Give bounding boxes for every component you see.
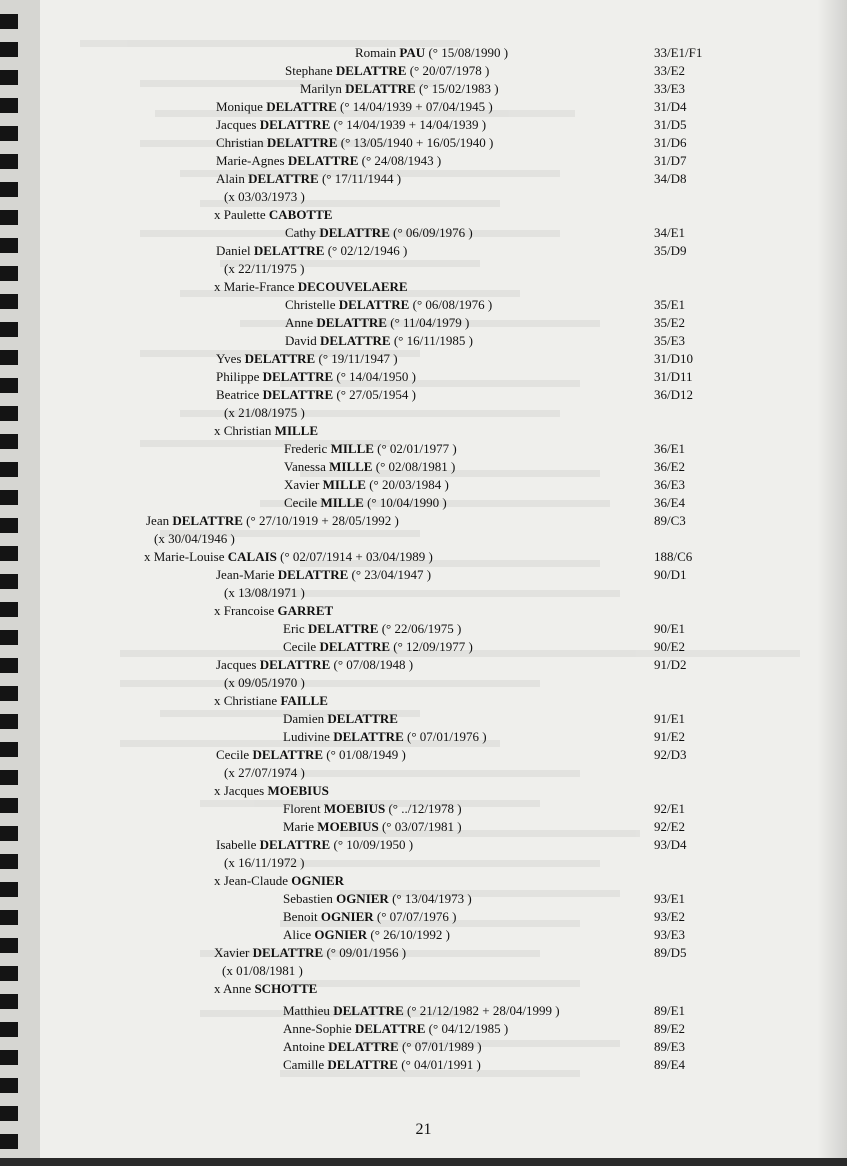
genealogy-entry <box>216 152 441 170</box>
given-name: Yves <box>216 351 245 366</box>
life-dates: (° 12/09/1977 ) <box>390 639 473 654</box>
given-name: Anne <box>285 315 317 330</box>
surname: DELATTRE <box>252 747 324 762</box>
surname: GARRET <box>277 603 334 618</box>
surname: DELATTRE <box>327 1057 398 1072</box>
given-name: Cecile <box>216 747 253 762</box>
binding-hole <box>0 378 18 393</box>
generation-reference: 35/E2 <box>654 315 686 330</box>
given-name: Marilyn <box>300 81 346 96</box>
life-dates: (° 15/02/1983 ) <box>415 81 499 96</box>
generation-reference: 89/D5 <box>654 945 687 960</box>
generation-reference: 92/E2 <box>654 819 686 834</box>
binding-hole <box>0 42 18 57</box>
genealogy-entry <box>224 764 305 782</box>
given-name: Damien <box>283 711 328 726</box>
given-name: Benoit <box>283 909 321 924</box>
genealogy-entry <box>216 656 413 674</box>
generation-reference: 89/E4 <box>654 1057 686 1072</box>
given-name: x Marie-Louise <box>144 549 228 564</box>
binding-hole <box>0 238 18 253</box>
genealogy-entry <box>283 620 461 638</box>
binding-hole <box>0 1106 18 1121</box>
surname: DELATTRE <box>172 513 243 528</box>
genealogy-entry <box>216 386 416 404</box>
binding-hole <box>0 966 18 981</box>
life-dates: (° 04/01/1991 ) <box>397 1057 481 1072</box>
life-dates: (° 02/07/1914 + 03/04/1989 ) <box>276 549 433 564</box>
genealogy-entry <box>214 422 318 440</box>
given-name: (x 30/04/1946 ) <box>154 531 235 546</box>
generation-reference: 92/D3 <box>654 747 687 762</box>
genealogy-entry <box>283 1056 481 1074</box>
binding-hole <box>0 154 18 169</box>
genealogy-entry <box>214 206 332 224</box>
binding-hole <box>0 574 18 589</box>
binding-hole <box>0 266 18 281</box>
life-dates: (° 20/07/1978 ) <box>406 63 490 78</box>
spiral-binding <box>0 0 40 1166</box>
generation-reference: 31/D6 <box>654 135 687 150</box>
binding-hole <box>0 910 18 925</box>
generation-reference: 36/E3 <box>654 477 686 492</box>
surname: DELATTRE <box>335 63 407 78</box>
binding-hole <box>0 98 18 113</box>
genealogy-entry <box>224 584 305 602</box>
given-name: Eric <box>283 621 308 636</box>
surname: DELATTRE <box>354 1021 426 1036</box>
life-dates: (° 09/01/1956 ) <box>323 945 407 960</box>
surname: DELATTRE <box>266 99 337 114</box>
given-name: Christelle <box>285 297 339 312</box>
generation-reference: 93/E2 <box>654 909 686 924</box>
binding-hole <box>0 462 18 477</box>
given-name: Cecile <box>283 639 320 654</box>
genealogy-entry <box>214 872 344 890</box>
generation-reference: 36/E1 <box>654 441 686 456</box>
generation-reference: 93/D4 <box>654 837 687 852</box>
surname: OGNIER <box>320 909 374 924</box>
life-dates: (° ../12/1978 ) <box>385 801 462 816</box>
given-name: (x 01/08/1981 ) <box>222 963 303 978</box>
generation-reference: 33/E3 <box>654 81 686 96</box>
binding-hole <box>0 518 18 533</box>
given-name: Daniel <box>216 243 254 258</box>
life-dates: (° 13/04/1973 ) <box>388 891 472 906</box>
genealogy-entry <box>216 368 416 386</box>
life-dates: (° 01/08/1949 ) <box>323 747 406 762</box>
life-dates: (° 07/01/1976 ) <box>403 729 487 744</box>
genealogy-entry <box>216 746 406 764</box>
generation-reference: 188/C6 <box>654 549 693 564</box>
given-name: Anne-Sophie <box>283 1021 355 1036</box>
given-name: Camille <box>283 1057 328 1072</box>
generation-reference: 93/E3 <box>654 927 686 942</box>
given-name: Vanessa <box>284 459 330 474</box>
bleed-through-line <box>120 680 540 687</box>
given-name: (x 13/08/1971 ) <box>224 585 305 600</box>
surname: DELATTRE <box>277 567 349 582</box>
genealogy-entry <box>284 476 449 494</box>
genealogy-entry <box>216 170 401 188</box>
life-dates: (° 10/09/1950 ) <box>330 837 414 852</box>
given-name: Cecile <box>284 495 321 510</box>
life-dates: (° 06/08/1976 ) <box>409 297 493 312</box>
life-dates: (° 13/05/1940 + 16/05/1940 ) <box>337 135 494 150</box>
generation-reference: 90/E2 <box>654 639 686 654</box>
life-dates: (° 26/10/1992 ) <box>367 927 450 942</box>
generation-reference: 34/E1 <box>654 225 686 240</box>
genealogy-entry <box>214 692 328 710</box>
binding-hole <box>0 854 18 869</box>
surname: OGNIER <box>291 873 344 888</box>
genealogy-entry <box>224 188 305 206</box>
binding-hole <box>0 1050 18 1065</box>
surname: MILLE <box>320 495 364 510</box>
surname: DELATTRE <box>259 117 331 132</box>
generation-reference: 92/E1 <box>654 801 686 816</box>
life-dates: (° 07/07/1976 ) <box>373 909 457 924</box>
given-name: x Anne <box>214 981 255 996</box>
given-name: Frederic <box>284 441 331 456</box>
binding-hole <box>0 70 18 85</box>
page-bottom-edge <box>0 1158 847 1166</box>
given-name: Alain <box>216 171 249 186</box>
genealogy-entry <box>285 296 492 314</box>
surname: DELATTRE <box>333 729 404 744</box>
binding-hole <box>0 714 18 729</box>
generation-reference: 35/E1 <box>654 297 686 312</box>
given-name: Stephane <box>285 63 336 78</box>
given-name: Isabelle <box>216 837 260 852</box>
generation-reference: 36/E2 <box>654 459 686 474</box>
surname: DELATTRE <box>319 639 391 654</box>
binding-hole <box>0 126 18 141</box>
given-name: x Jacques <box>214 783 268 798</box>
given-name: Antoine <box>283 1039 329 1054</box>
genealogy-entry <box>284 440 457 458</box>
life-dates: (° 27/05/1954 ) <box>333 387 416 402</box>
surname: DELATTRE <box>287 153 359 168</box>
genealogy-entry <box>224 404 305 422</box>
bleed-through-line <box>280 770 580 777</box>
generation-reference: 91/E2 <box>654 729 686 744</box>
binding-hole <box>0 770 18 785</box>
genealogy-entry <box>283 908 457 926</box>
surname: DELATTRE <box>333 1003 404 1018</box>
surname: DELATTRE <box>244 351 316 366</box>
surname: MILLE <box>329 459 373 474</box>
genealogy-entry <box>216 134 493 152</box>
binding-hole <box>0 686 18 701</box>
genealogy-entry <box>144 548 433 566</box>
binding-hole <box>0 294 18 309</box>
given-name: (x 21/08/1975 ) <box>224 405 305 420</box>
binding-hole <box>0 826 18 841</box>
surname: DELATTRE <box>320 333 391 348</box>
genealogy-entry <box>216 242 407 260</box>
given-name: Jacques <box>216 657 260 672</box>
life-dates: (° 03/07/1981 ) <box>378 819 462 834</box>
surname: DELATTRE <box>252 945 324 960</box>
genealogy-entry <box>146 512 399 530</box>
surname: DELATTRE <box>307 621 379 636</box>
surname: CABOTTE <box>268 207 333 222</box>
binding-hole <box>0 1022 18 1037</box>
binding-hole <box>0 546 18 561</box>
genealogy-entry <box>283 1020 508 1038</box>
surname: OGNIER <box>336 891 389 906</box>
binding-hole <box>0 798 18 813</box>
bleed-through-line <box>280 860 600 867</box>
generation-reference: 91/D2 <box>654 657 687 672</box>
given-name: x Francoise <box>214 603 278 618</box>
surname: PAU <box>399 45 426 60</box>
life-dates: (° 14/04/1939 + 14/04/1939 ) <box>330 117 487 132</box>
given-name: Ludivine <box>283 729 334 744</box>
life-dates: (° 23/04/1947 ) <box>348 567 432 582</box>
genealogy-entry <box>154 530 235 548</box>
life-dates: (° 17/11/1944 ) <box>318 171 402 186</box>
generation-reference: 89/E3 <box>654 1039 686 1054</box>
genealogy-entry <box>283 638 473 656</box>
surname: DELATTRE <box>262 369 334 384</box>
life-dates: (° 02/08/1981 ) <box>372 459 456 474</box>
genealogy-entry <box>224 260 304 278</box>
genealogy-entry <box>214 782 329 800</box>
given-name: Xavier <box>284 477 323 492</box>
generation-reference: 31/D7 <box>654 153 687 168</box>
given-name: Matthieu <box>283 1003 334 1018</box>
life-dates: (° 02/01/1977 ) <box>373 441 457 456</box>
genealogy-entry <box>285 314 469 332</box>
surname: DELATTRE <box>248 171 319 186</box>
genealogy-entry <box>285 332 473 350</box>
life-dates: (° 14/04/1939 + 07/04/1945 ) <box>336 99 493 114</box>
binding-hole <box>0 994 18 1009</box>
given-name: Monique <box>216 99 267 114</box>
life-dates: (° 14/04/1950 ) <box>333 369 416 384</box>
surname: MOEBIUS <box>267 783 329 798</box>
surname: OGNIER <box>314 927 368 942</box>
life-dates: (° 20/03/1984 ) <box>365 477 449 492</box>
surname: DELATTRE <box>345 81 416 96</box>
binding-hole <box>0 602 18 617</box>
binding-hole <box>0 938 18 953</box>
genealogy-entry <box>283 800 462 818</box>
surname: MILLE <box>322 477 366 492</box>
life-dates: (° 07/08/1948 ) <box>330 657 414 672</box>
given-name: Florent <box>283 801 324 816</box>
surname: DELATTRE <box>338 297 410 312</box>
surname: DELATTRE <box>266 135 338 150</box>
generation-reference: 90/D1 <box>654 567 687 582</box>
given-name: x Marie-France <box>214 279 298 294</box>
given-name: (x 16/11/1972 ) <box>224 855 305 870</box>
generation-reference: 89/E1 <box>654 1003 686 1018</box>
given-name: Philippe <box>216 369 263 384</box>
life-dates: (° 19/11/1947 ) <box>315 351 398 366</box>
life-dates: (° 02/12/1946 ) <box>324 243 408 258</box>
surname: DECOUVELAERE <box>297 279 408 294</box>
genealogy-entry <box>283 710 398 728</box>
genealogy-entry <box>216 836 413 854</box>
genealogy-entry <box>283 890 472 908</box>
given-name: Sebastien <box>283 891 337 906</box>
surname: DELATTRE <box>259 837 331 852</box>
genealogy-entry <box>283 1002 560 1020</box>
generation-reference: 31/D11 <box>654 369 693 384</box>
binding-hole <box>0 406 18 421</box>
genealogy-entry <box>214 980 317 998</box>
genealogy-entry <box>284 494 447 512</box>
given-name: (x 09/05/1970 ) <box>224 675 305 690</box>
given-name: x Christiane <box>214 693 281 708</box>
bleed-through-line <box>280 980 580 987</box>
given-name: Alice <box>283 927 315 942</box>
generation-reference: 90/E1 <box>654 621 686 636</box>
surname: MILLE <box>274 423 319 438</box>
genealogy-entry <box>214 944 406 962</box>
binding-hole <box>0 1078 18 1093</box>
given-name: Marie-Agnes <box>216 153 288 168</box>
surname: DELATTRE <box>259 657 331 672</box>
page-edge-shadow <box>817 0 847 1166</box>
given-name: (x 03/03/1973 ) <box>224 189 305 204</box>
generation-reference: 93/E1 <box>654 891 686 906</box>
given-name: Jean <box>146 513 173 528</box>
life-dates: (° 16/11/1985 ) <box>390 333 473 348</box>
binding-hole <box>0 630 18 645</box>
binding-hole <box>0 434 18 449</box>
binding-hole <box>0 350 18 365</box>
generation-reference: 91/E1 <box>654 711 686 726</box>
life-dates: (° 11/04/1979 ) <box>386 315 470 330</box>
generation-reference: 31/D5 <box>654 117 687 132</box>
life-dates: (° 27/10/1919 + 28/05/1992 ) <box>242 513 399 528</box>
binding-hole <box>0 322 18 337</box>
surname: CALAIS <box>227 549 277 564</box>
genealogy-entry <box>283 818 462 836</box>
surname: DELATTRE <box>253 243 325 258</box>
given-name: Jacques <box>216 117 260 132</box>
genealogy-entry <box>224 674 305 692</box>
genealogy-entry <box>283 1038 482 1056</box>
generation-reference: 89/E2 <box>654 1021 686 1036</box>
life-dates: (° 21/12/1982 + 28/04/1999 ) <box>403 1003 560 1018</box>
life-dates: (° 07/01/1989 ) <box>398 1039 482 1054</box>
surname: DELATTRE <box>328 1039 399 1054</box>
surname: MOEBIUS <box>323 801 386 816</box>
given-name: (x 27/07/1974 ) <box>224 765 305 780</box>
genealogy-entry <box>355 44 508 62</box>
given-name: Romain <box>355 45 400 60</box>
binding-hole <box>0 490 18 505</box>
given-name: x Paulette <box>214 207 269 222</box>
given-name: Cathy <box>285 225 320 240</box>
generation-reference: 31/D4 <box>654 99 687 114</box>
genealogy-entry <box>285 224 473 242</box>
genealogy-entry <box>283 926 450 944</box>
genealogy-entry <box>300 80 499 98</box>
surname: SCHOTTE <box>254 981 318 996</box>
genealogy-entry <box>216 566 431 584</box>
given-name: (x 22/11/1975 ) <box>224 261 305 276</box>
life-dates: (° 06/09/1976 ) <box>389 225 473 240</box>
binding-hole <box>0 210 18 225</box>
surname: MILLE <box>330 441 374 456</box>
binding-hole <box>0 14 18 29</box>
generation-reference: 36/D12 <box>654 387 693 402</box>
given-name: x Christian <box>214 423 275 438</box>
genealogy-entry <box>224 854 304 872</box>
generation-reference: 36/E4 <box>654 495 686 510</box>
surname: DELATTRE <box>262 387 334 402</box>
given-name: Jean-Marie <box>216 567 278 582</box>
given-name: Marie <box>283 819 318 834</box>
given-name: Beatrice <box>216 387 263 402</box>
genealogy-entry <box>214 278 408 296</box>
surname: DELATTRE <box>319 225 390 240</box>
binding-hole <box>0 658 18 673</box>
genealogy-entry <box>222 962 303 980</box>
genealogy-entry <box>216 116 486 134</box>
genealogy-entry <box>284 458 455 476</box>
genealogy-entry <box>216 98 493 116</box>
genealogy-entry <box>216 350 398 368</box>
genealogy-entry <box>285 62 489 80</box>
surname: MOEBIUS <box>317 819 379 834</box>
binding-hole <box>0 182 18 197</box>
binding-hole <box>0 882 18 897</box>
surname: FAILLE <box>280 693 328 708</box>
surname: DELATTRE <box>327 711 398 726</box>
given-name: Xavier <box>214 945 253 960</box>
page-number: 21 <box>415 1121 432 1138</box>
binding-hole <box>0 742 18 757</box>
generation-reference: 31/D10 <box>654 351 693 366</box>
genealogy-entry <box>214 602 333 620</box>
life-dates: (° 15/08/1990 ) <box>425 45 509 60</box>
given-name: David <box>285 333 321 348</box>
generation-reference: 33/E1/F1 <box>654 45 703 60</box>
life-dates: (° 10/04/1990 ) <box>363 495 447 510</box>
genealogy-entry <box>283 728 487 746</box>
generation-reference: 33/E2 <box>654 63 686 78</box>
life-dates: (° 04/12/1985 ) <box>425 1021 509 1036</box>
generation-reference: 35/D9 <box>654 243 687 258</box>
life-dates: (° 22/06/1975 ) <box>378 621 462 636</box>
surname: DELATTRE <box>316 315 387 330</box>
generation-reference: 89/C3 <box>654 513 686 528</box>
life-dates: (° 24/08/1943 ) <box>358 153 442 168</box>
given-name: Christian <box>216 135 267 150</box>
generation-reference: 34/D8 <box>654 171 687 186</box>
generation-reference: 35/E3 <box>654 333 686 348</box>
given-name: x Jean-Claude <box>214 873 292 888</box>
